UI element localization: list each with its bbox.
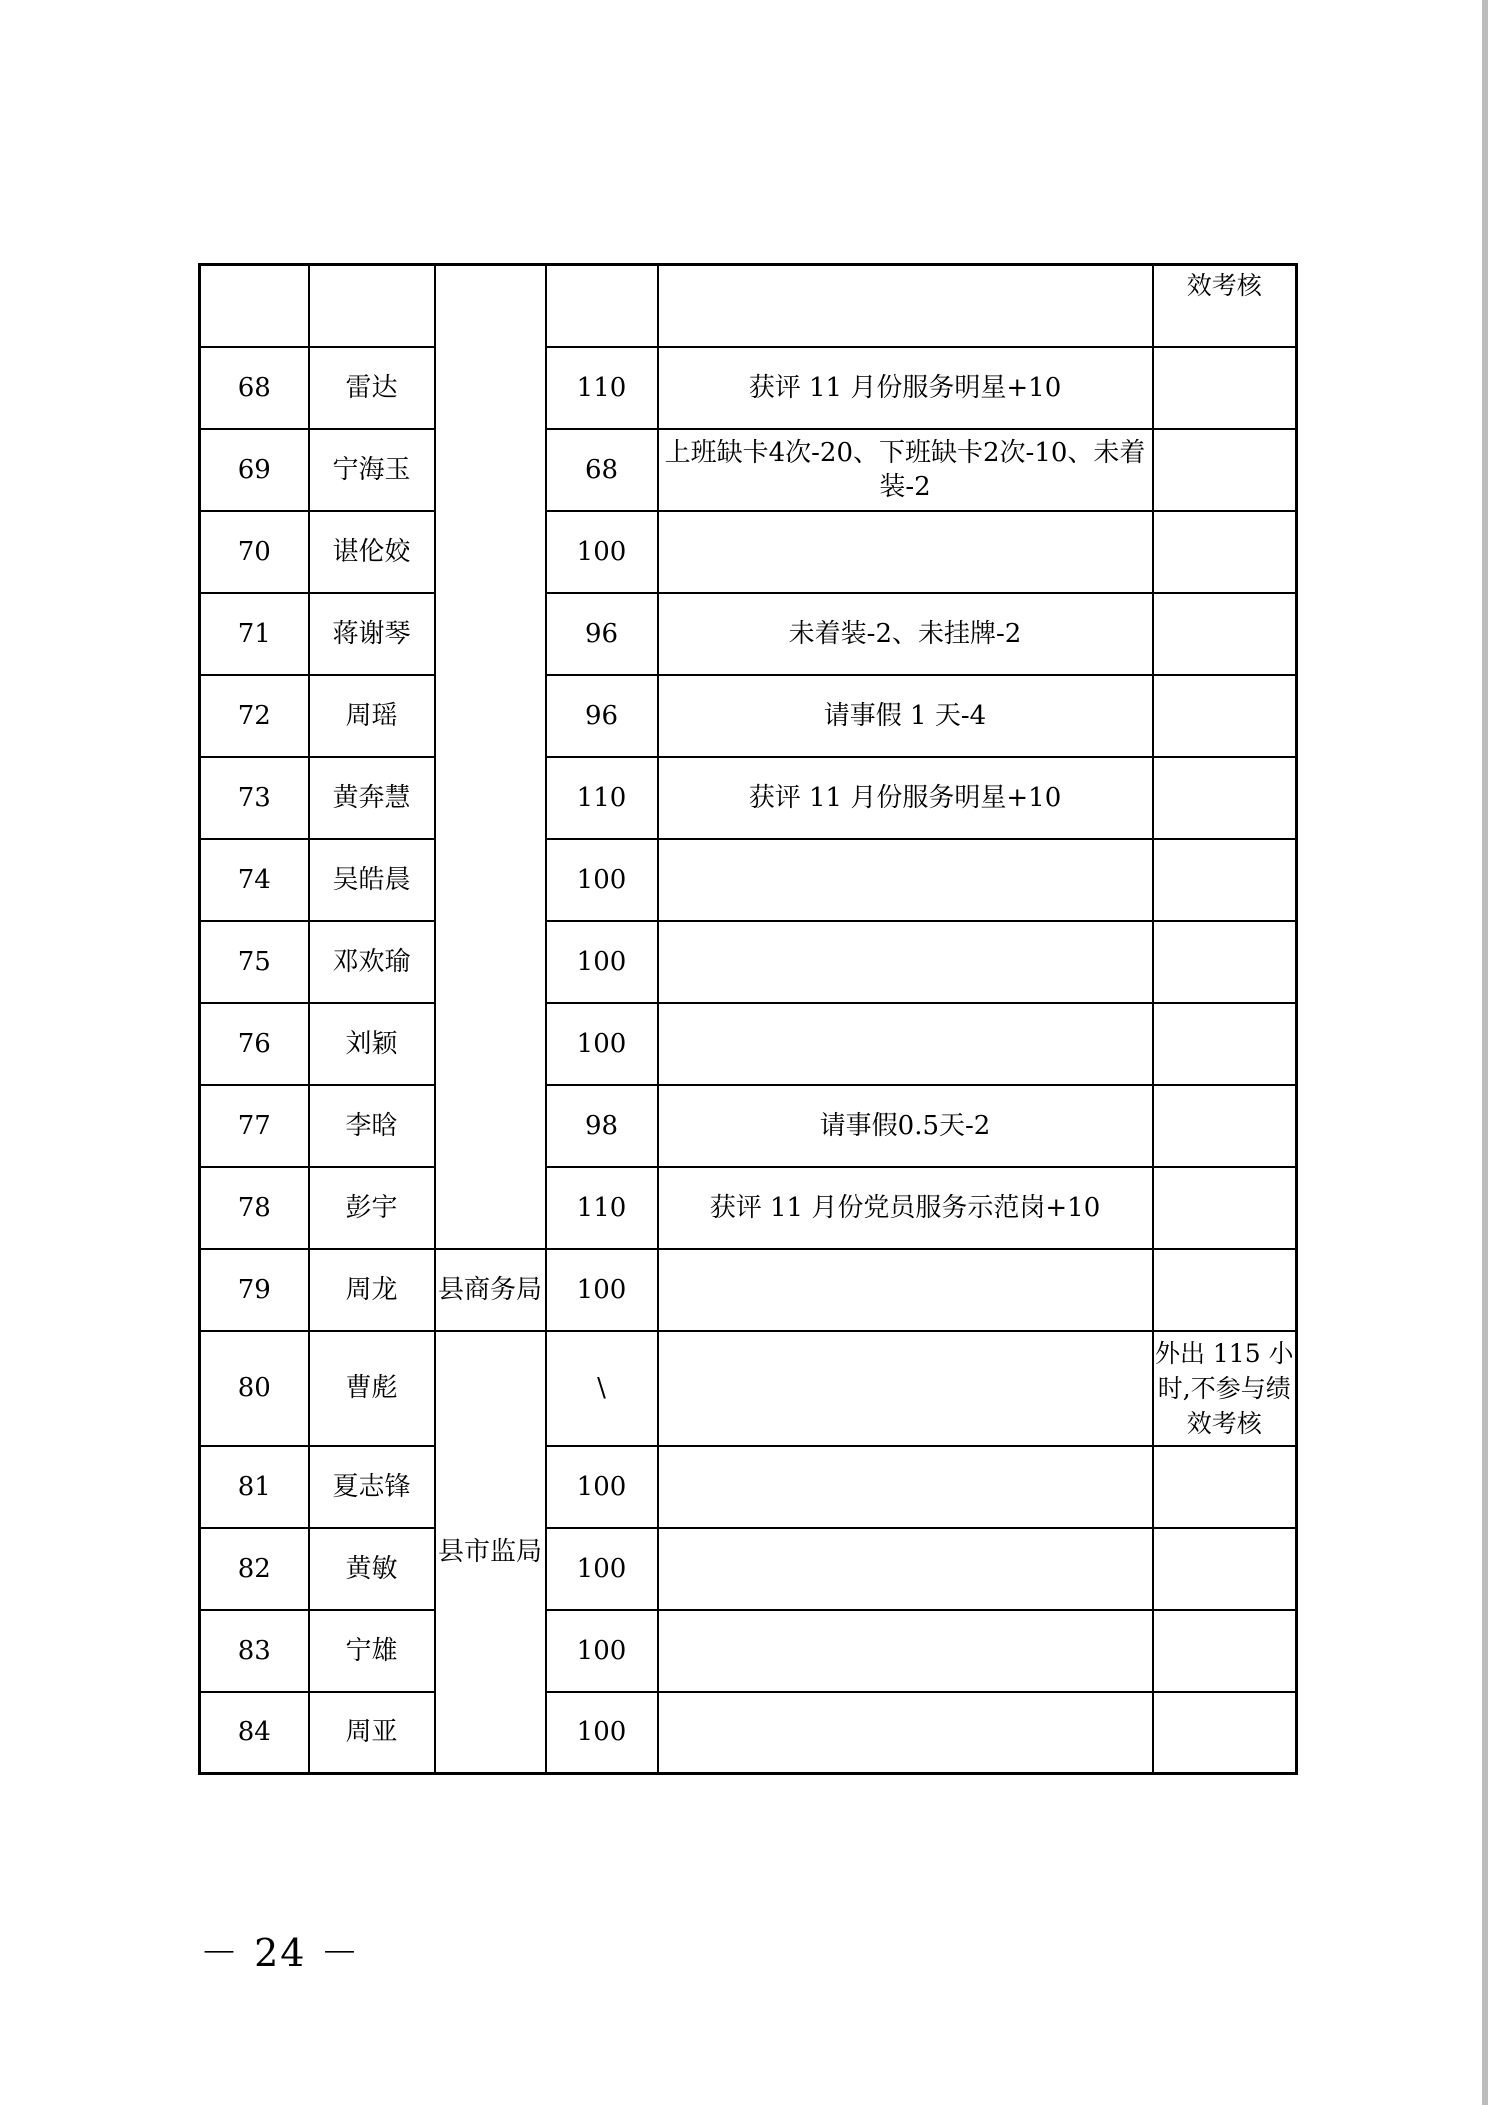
remark-cell: [1153, 839, 1297, 921]
score-cell: 110: [546, 757, 658, 839]
remark-cell: [1153, 593, 1297, 675]
remark-cell: [1153, 675, 1297, 757]
name-cell: 蒋谢琴: [309, 593, 435, 675]
no-cell: 76: [200, 1003, 309, 1085]
table-row: [200, 593, 1297, 675]
table-row: [200, 1692, 1297, 1774]
remark-cell: [1153, 1085, 1297, 1167]
score-cell: \: [546, 1331, 658, 1446]
name-cell: 周龙: [309, 1249, 435, 1331]
no-cell: [200, 265, 309, 347]
detail-cell: [658, 1249, 1153, 1331]
remark-cell: [1153, 1446, 1297, 1528]
page-number: － 24 －: [200, 1931, 361, 1975]
table-row: [200, 1331, 1297, 1446]
score-cell: 98: [546, 1085, 658, 1167]
table-row: [200, 675, 1297, 757]
score-cell: 68: [546, 429, 658, 511]
name-cell: 宁雄: [309, 1610, 435, 1692]
name-cell: 李晗: [309, 1085, 435, 1167]
remark-cell: [1153, 1610, 1297, 1692]
unit-cell: [435, 265, 546, 1249]
name-cell: 邓欢瑜: [309, 921, 435, 1003]
unit-cell: 县市监局: [435, 1331, 546, 1774]
no-cell: 70: [200, 511, 309, 593]
detail-cell: [658, 511, 1153, 593]
detail-cell: 上班缺卡4次-20、下班缺卡2次-10、未着装-2: [658, 429, 1153, 511]
detail-cell: 获评 11 月份服务明星+10: [658, 347, 1153, 429]
detail-cell: 未着装-2、未挂牌-2: [658, 593, 1153, 675]
score-cell: 100: [546, 1003, 658, 1085]
no-cell: 79: [200, 1249, 309, 1331]
score-cell: 100: [546, 1249, 658, 1331]
score-cell: 100: [546, 921, 658, 1003]
remark-cell: 外出 115 小时,不参与绩效考核: [1153, 1331, 1297, 1446]
detail-cell: [658, 1692, 1153, 1774]
table-row: [200, 1446, 1297, 1528]
remark-cell: [1153, 757, 1297, 839]
no-cell: 72: [200, 675, 309, 757]
detail-cell: 请事假 1 天-4: [658, 675, 1153, 757]
name-cell: 周亚: [309, 1692, 435, 1774]
name-cell: 彭宇: [309, 1167, 435, 1249]
detail-cell: [658, 265, 1153, 347]
score-cell: [546, 265, 658, 347]
score-cell: 100: [546, 1528, 658, 1610]
detail-cell: [658, 921, 1153, 1003]
table-row: [200, 921, 1297, 1003]
name-cell: 黄敏: [309, 1528, 435, 1610]
remark-cell: [1153, 511, 1297, 593]
unit-cell: 县商务局: [435, 1249, 546, 1331]
score-cell: 100: [546, 1446, 658, 1528]
detail-cell: [658, 1003, 1153, 1085]
no-cell: 81: [200, 1446, 309, 1528]
score-cell: 100: [546, 511, 658, 593]
remark-cell: [1153, 347, 1297, 429]
score-cell: 100: [546, 1610, 658, 1692]
page-edge: [1482, 0, 1488, 2105]
score-cell: 96: [546, 593, 658, 675]
no-cell: 83: [200, 1610, 309, 1692]
detail-cell: [658, 1528, 1153, 1610]
table-row: [200, 1249, 1297, 1331]
score-cell: 100: [546, 1692, 658, 1774]
score-cell: 96: [546, 675, 658, 757]
detail-cell: [658, 839, 1153, 921]
name-cell: 夏志锋: [309, 1446, 435, 1528]
assessment-table: [198, 263, 1298, 1775]
remark-cell: [1153, 1692, 1297, 1774]
detail-cell: 请事假0.5天-2: [658, 1085, 1153, 1167]
score-cell: 110: [546, 1167, 658, 1249]
name-cell: 曹彪: [309, 1331, 435, 1446]
table-row: [200, 1167, 1297, 1249]
remark-cell: [1153, 1528, 1297, 1610]
name-cell: [309, 265, 435, 347]
no-cell: 74: [200, 839, 309, 921]
table-row: [200, 1528, 1297, 1610]
detail-cell: [658, 1446, 1153, 1528]
table-row: [200, 429, 1297, 511]
name-cell: 雷达: [309, 347, 435, 429]
table-row: [200, 1085, 1297, 1167]
no-cell: 80: [200, 1331, 309, 1446]
table-row: [200, 1003, 1297, 1085]
name-cell: 黄奔慧: [309, 757, 435, 839]
remark-cell: [1153, 1167, 1297, 1249]
name-cell: 刘颖: [309, 1003, 435, 1085]
no-cell: 77: [200, 1085, 309, 1167]
table-row: [200, 839, 1297, 921]
score-cell: 100: [546, 839, 658, 921]
table-row: [200, 511, 1297, 593]
no-cell: 73: [200, 757, 309, 839]
table-row: [200, 347, 1297, 429]
name-cell: 周瑶: [309, 675, 435, 757]
remark-cell: 效考核: [1153, 265, 1297, 347]
name-cell: 谌伦姣: [309, 511, 435, 593]
detail-cell: [658, 1331, 1153, 1446]
table-row-continued: [200, 265, 1297, 347]
remark-cell: [1153, 1003, 1297, 1085]
no-cell: 69: [200, 429, 309, 511]
name-cell: 宁海玉: [309, 429, 435, 511]
score-cell: 110: [546, 347, 658, 429]
name-cell: 吴皓晨: [309, 839, 435, 921]
remark-cell: [1153, 921, 1297, 1003]
detail-cell: 获评 11 月份服务明星+10: [658, 757, 1153, 839]
no-cell: 82: [200, 1528, 309, 1610]
remark-cell: [1153, 429, 1297, 511]
detail-cell: [658, 1610, 1153, 1692]
no-cell: 71: [200, 593, 309, 675]
no-cell: 78: [200, 1167, 309, 1249]
table-row: [200, 757, 1297, 839]
remark-cell: [1153, 1249, 1297, 1331]
table-row: [200, 1610, 1297, 1692]
detail-cell: 获评 11 月份党员服务示范岗+10: [658, 1167, 1153, 1249]
no-cell: 84: [200, 1692, 309, 1774]
no-cell: 68: [200, 347, 309, 429]
no-cell: 75: [200, 921, 309, 1003]
